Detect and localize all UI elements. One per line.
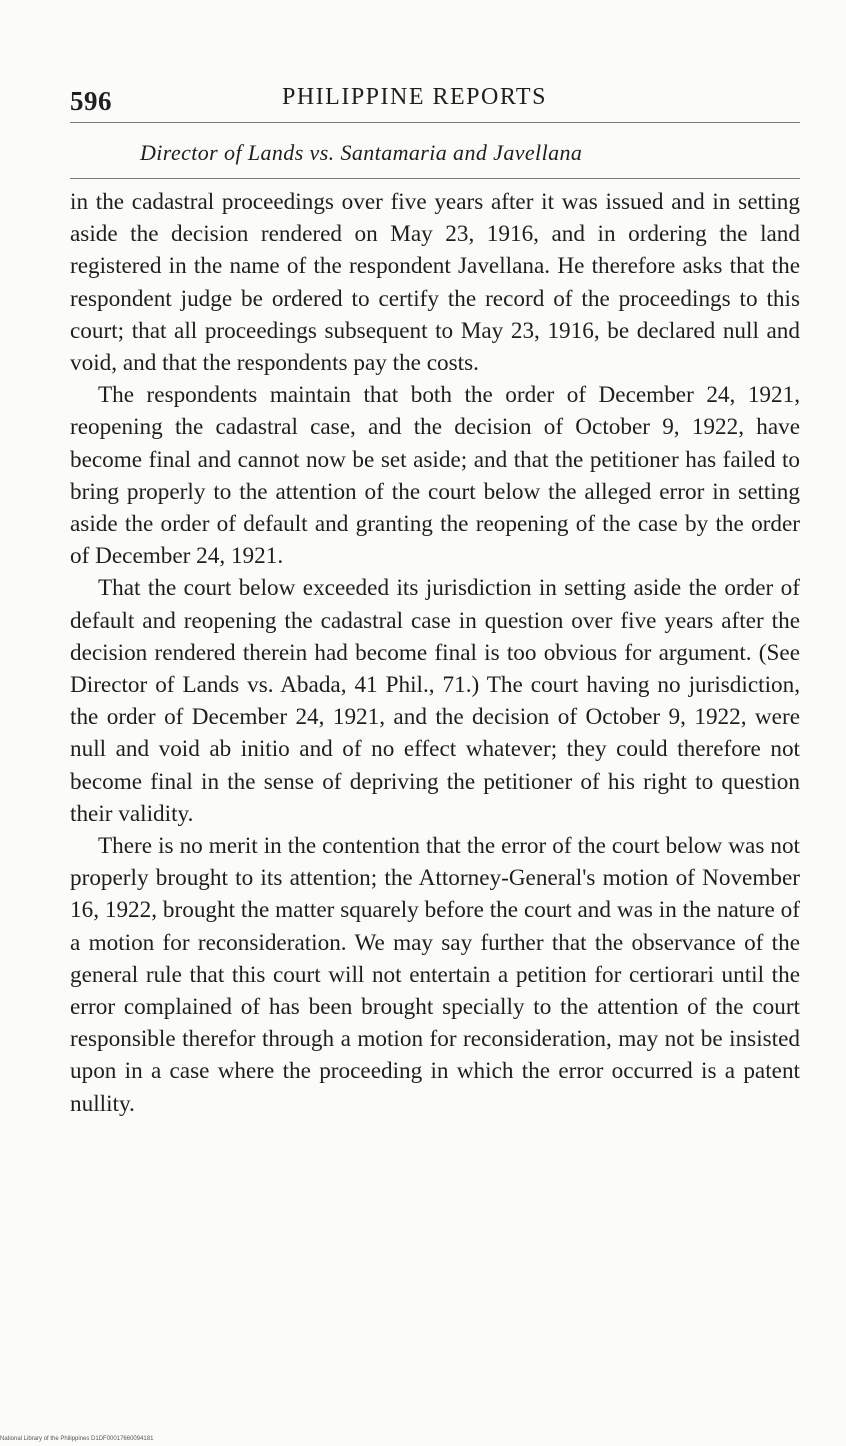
header-rule-top bbox=[70, 122, 800, 123]
header-rule-bottom bbox=[70, 178, 800, 179]
page-number: 596 bbox=[70, 86, 112, 116]
footer-scan-id: National Library of the Philippines D1DF00017660094181 bbox=[0, 1436, 154, 1442]
paragraph-2: The respondents maintain that both the order of December 24, 1921, reopening the cadastral case, and the decision of October 9, 1922, have become final and cannot now be set aside; and that the petitioner has failed to bring properly to the attention of the court below the alleged error in setting aside the order of default and granting the reopening of the case by the order of December 24, 1921. bbox=[70, 382, 800, 570]
paragraph-3: That the court below exceeded its jurisdiction in setting aside the order of default and reopening the cadastral case in question over five years after the decision rendered therein had become final is too obvious for argument. (See Director of Lands vs. Abada, 41 Phil., 71.) The court having no jurisdiction, the order of December 24, 1921, and the decision of October 9, 1922, were null and void ab initio and of no effect whatever; they could therefore not become final in the sense of depriving the petitioner of his right to question their validity. bbox=[70, 575, 800, 827]
case-title: Director of Lands vs. Santamaria and Javellana bbox=[140, 140, 583, 165]
paragraph-1: in the cadastral proceedings over five years after it was issued and in setting aside the decision rendered on May 23, 1916, and in ordering the land registered in the name of the respondent Javellana. He therefore asks that the respondent judge be ordered to certify the record of the proceedings to this court; that all proceedings subsequent to May 23, 1916, be declared null and void, and that the respondents pay the costs. bbox=[70, 189, 800, 377]
body-text bbox=[70, 186, 800, 1120]
paragraph-4: There is no merit in the contention that the error of the court below was not properly brought to its attention; the Attorney-General's motion of November 16, 1922, brought the matter squarely before the court and was in the nature of a motion for reconsideration. We may say further that the observance of the general rule that this court will not entertain a petition for certiorari until the error complained of has been brought specially to the attention of the court responsible therefor through a motion for reconsideration, may not be insisted upon in a case where the proceeding in which the error occurred is a patent nullity. bbox=[70, 833, 800, 1117]
running-title: PHILIPPINE REPORTS bbox=[282, 84, 547, 110]
